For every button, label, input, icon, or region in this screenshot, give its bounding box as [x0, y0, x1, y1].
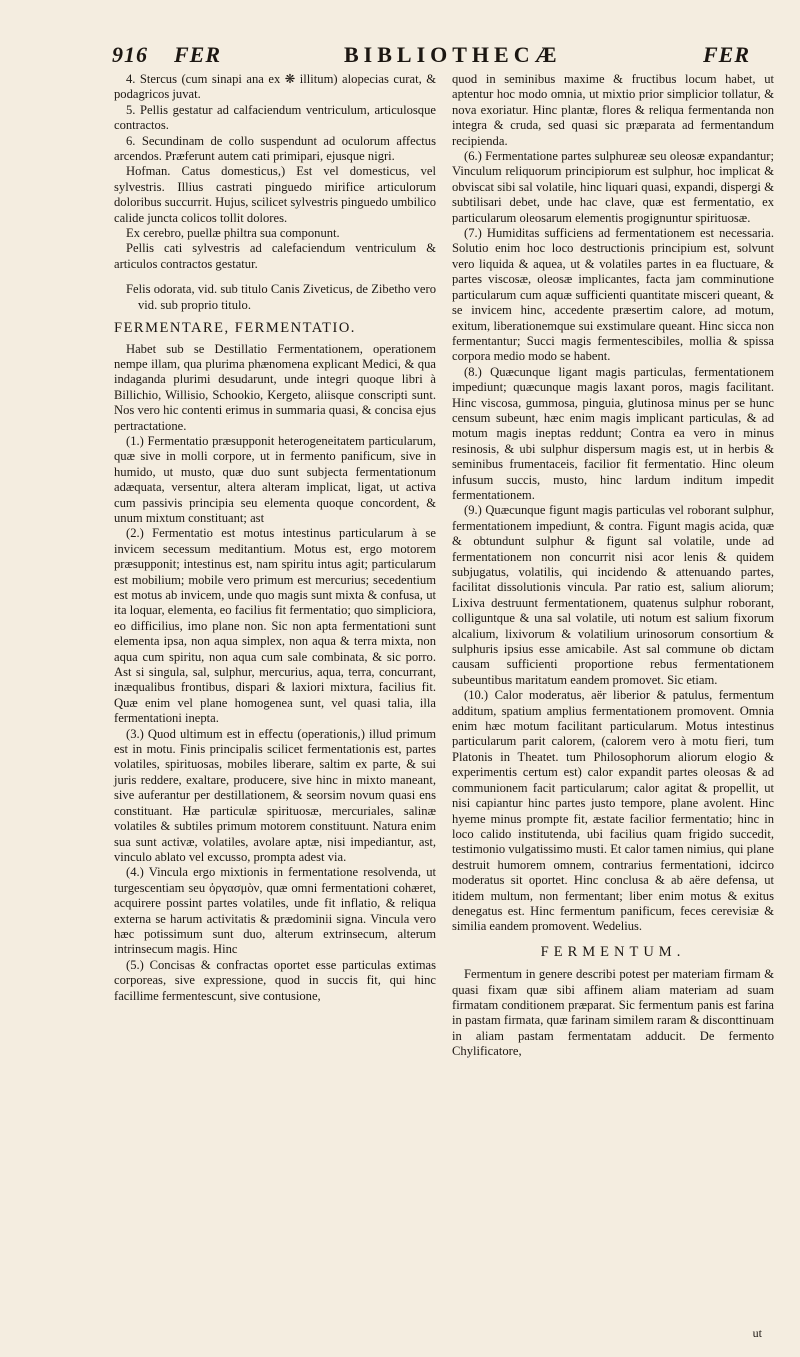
paragraph: (10.) Calor moderatus, aër liberior & patulus, fermentum additum, spatium amplius fermentationem promovent. Omnia enim hæc motum facilitant particularum. Motus intestinus particularum parit calorem, (calorem vero à motu fieri, tum Platonis in Theatet. tum Philosophorum aliorum elogio & experimentis certum est) calor expandit partes oleosas & ad communionem facit particularum; calor agitat & propellit, ut nisi capiantur hinc partes justo tempore, plane avolent. Hinc hyeme minus prompte fit, æstate facilior fermentatio; hinc in loco calido institutenda, ubi facilius quam frigido succedit, testimonio vulgatissimo musti. Et calor tamen nimius, qui plane destruit humorem omnem, contrarius fermentationi, idcirco moderatus sit oportet. Hinc conclusa & ab aëre defensa, ut itidem multum, non fermentant; liber enim motus & exitus denegatus est. Hinc fermentum panificum, feces cerevisiæ & similia eandem promovent. Wedelius.	[452, 688, 774, 934]
paragraph: 6. Secundinam de collo suspendunt ad oculorum affectus arcendos. Præferunt autem cati primipari, ejusque nigri.	[114, 133, 436, 164]
section-heading: FERMENTARE, FERMENTATIO.	[114, 320, 356, 337]
paragraph: Fermentum in genere describi potest per materiam firmam & quasi fixam quæ sibi affinem aliam materiam ad suam firmatam conditionem præparat. Sic fermentum panis est farina in pastam firmata, quæ farinam similem raram & disconttinuam in aliam pastam fermentatam adducit. De fermento Chylificatore,	[452, 967, 774, 1059]
paragraph: Hofman. Catus domesticus,) Est vel domesticus, vel sylvestris. Illius castrati pinguedo mirifice articulorum doloribus succurrit. Hujus, scilicet sylvestris pinguedo umbilico calide juncta colicos tollit dolores.	[114, 164, 436, 225]
paragraph: (4.) Vincula ergo mixtionis in fermentatione resolvenda, ut turgescentiam seu ὀργασμὸν, quæ omni fermentationi cohæret, acquirere possint partes volatiles, unde fit inflatio, & reliqua externa se harum activitatis & prædominii signa. Vincula vero hæc potissimum sunt duo, alterum extrinsecum, alterum intrinsecum magis. Hinc	[114, 865, 436, 957]
paragraph: (9.) Quæcunque figunt magis particulas vel roborant sulphur, fermentationem impediunt, & contra. Figunt magis acida, quæ & obtundunt sulphur & figunt sal volatile, unde ad fermentationem non concurrit nisi acor lenis & quidem subjugatus, volatilis, qui incidendo & attenuando partes, facilitat dissolutionis vincula. Par ratio est, salium aliorum; Lixiva destruunt fermentationem, quatenus sulphur roborant, colliguntque & una sal volatile, uti notum est salium fixorum alcalium, lixivorum & volatilium urinosorum consortium & sulphuris ipsius esse amicabile. Ast sal commune ob dictam causam sufficienti proportione rebus fermentationem subeuntibus maritatum eandem promovet. Sic etiam.	[452, 503, 774, 687]
cross-reference-entry: Felis odorata, vid. sub titulo Canis Ziveticus, de Zibetho vero vid. sub proprio titulo.	[126, 282, 436, 312]
paragraph: (5.) Concisas & confractas oportet esse particulas extimas corporeas, sive expressione, quod in succis fit, qui hinc facillime fermentescunt, sive contusione,	[114, 957, 436, 1003]
paragraph: 4. Stercus (cum sinapi ana ex ❋ illitum) alopecias curat, & podagricos juvat.	[114, 72, 436, 102]
running-header	[112, 42, 762, 70]
section-heading: FERMENTUM.	[540, 943, 686, 960]
paragraph: (6.) Fermentatione partes sulphureæ seu oleosæ expandantur; Vinculum reliquorum principiorum est sulphur, hoc implicat & obviscat sibi sal volatile, hinc liquari quasi, expandi, dispergi & subtilisari debet, unde hac clave, quæ est fermentatio, ex particularum oleosarum elementis progignuntur spirituosæ.	[452, 149, 774, 225]
catchword: ut	[752, 1326, 762, 1340]
paragraph: quod in seminibus maxime & fructibus locum habet, ut aptentur hoc modo omnia, ut mixtio prior simplicior tollatur, & nova exoriatur. Hinc plantæ, flores & reliqua fermentanda non integra & cruda, sed quasi sic præparata ad fermentandum recipienda.	[452, 72, 774, 148]
page-number: 916	[112, 42, 148, 67]
paragraph: (3.) Quod ultimum est in effectu (operationis,) illud primum est in motu. Finis principalis scilicet fermentationis est, partes volatiles, spirituosas, mobiles liberare, saltim ex parte, & sui juris reddere, exaltare, producere, sive hinc in mixto maneant, sive auferantur per destillationem, & seorsim novum quasi ens constituant. Hæ particulæ spirituosæ, mercuriales, salinæ volatiles & subtiles primum motorem constituunt. Natura enim sua sunt activæ, volatiles, avolare aptæ, nisi impediantur, ast, vinculo ablato vel excusso, prompta adest via.	[114, 726, 436, 864]
paragraph: Habet sub se Destillatio Fermentationem, operationem nempe illam, qua plurima phænomena explicant Medici, & qua indaganda plurimi desudarunt, unde integri quoque libri à Billichio, Willisio, Schookio, Kergeto, aliisque conscripti sunt. Nos vero hic contenti erimus in summaria quasi, & concisa ejus pertractatione.	[114, 341, 436, 433]
paragraph: Ex cerebro, puellæ philtra sua componunt.	[126, 226, 340, 241]
paragraph: Pellis cati sylvestris ad calefaciendum ventriculum & articulos contractos gestatur.	[114, 241, 436, 271]
header-right-word: FER	[702, 42, 750, 67]
left-column	[114, 72, 436, 1004]
paragraph: (2.) Fermentatio est motus intestinus particularum à se invicem secessum meditantium. Motus est, ergo motorem præsupponit; intestinus est, nam spiritu intus agit; particularum est mobilium; mobile vero primum est mercurius; secedentium est motus ab invicem, unde quo magis sunt mixta & confusa, ut ita loquar, elementa, eo facilius fit fermentatio; quo simpliciora, eo difficilius, imo plane non. Sic non apta fermentationi sunt elementa ipsa, non aqua simplex, non aqua & terra mixta, non aqua cum spiritu, non aqua cum sale combinata, & sic porro. Ast si singula, sal, sulphur, mercurius, aqua, terra, concurrant, inæqualibus frontibus, dispari & laxiori mixtura, facilius fit. Quæ enim vel plane homogenea sunt, vel quasi talia, illa fermentationi inepta.	[114, 526, 436, 726]
paragraph: (1.) Fermentatio præsupponit heterogeneitatem particularum, quæ sive in molli corpore, ut in fermento panificum, sive in humido, ut musto, quæ duo sunt subjecta fermentationum adæquata, versentur, altera alteram implicat, ligat, ut activa cum passivis principia seu elementa quoque concordent, & unum mixtum constituant; ast	[114, 433, 436, 525]
header-title: BIBLIOTHECÆ	[344, 42, 562, 67]
paragraph: (7.) Humiditas sufficiens ad fermentationem est necessaria. Solutio enim hoc loco destructionis principium est, solvunt vero liquida & aquea, ut & volatiles partes in ea fluctuare, & partes viscosæ, oleosæ implicantes, facta jam comminutione particularum cum aquæ sufficienti quantitate misceri queant, & se invicem hinc, accedente præsertim calore, ad motum, exitum, liberationemque sui exstimulare queant. Hinc sicca non fermentantur; Succi magis fermentescibiles, mollia & spissa corpora medio modo se habent.	[452, 226, 774, 364]
paragraph: (8.) Quæcunque ligant magis particulas, fermentationem impediunt; quæcunque magis laxant poros, magis facilitant. Hinc viscosa, gummosa, pinguia, glutinosa minus per se hunc censum subeunt, hæc enim magis implicant particulas, & ad motum magis ineptas reddunt; Contra ea vero in minus resinosis, & ubi sulphur dispersum magis est, ut in herbis & seminibus frumentaceis, facilior fit fermentatio. Hinc oleum infusum succis, musto, hinc lardum inditum impedit fermentationem.	[452, 364, 774, 502]
paragraph: 5. Pellis gestatur ad calfaciendum ventriculum, articulosque contractos.	[114, 102, 436, 133]
header-left-word: FER	[174, 42, 222, 67]
right-column	[452, 72, 774, 1060]
